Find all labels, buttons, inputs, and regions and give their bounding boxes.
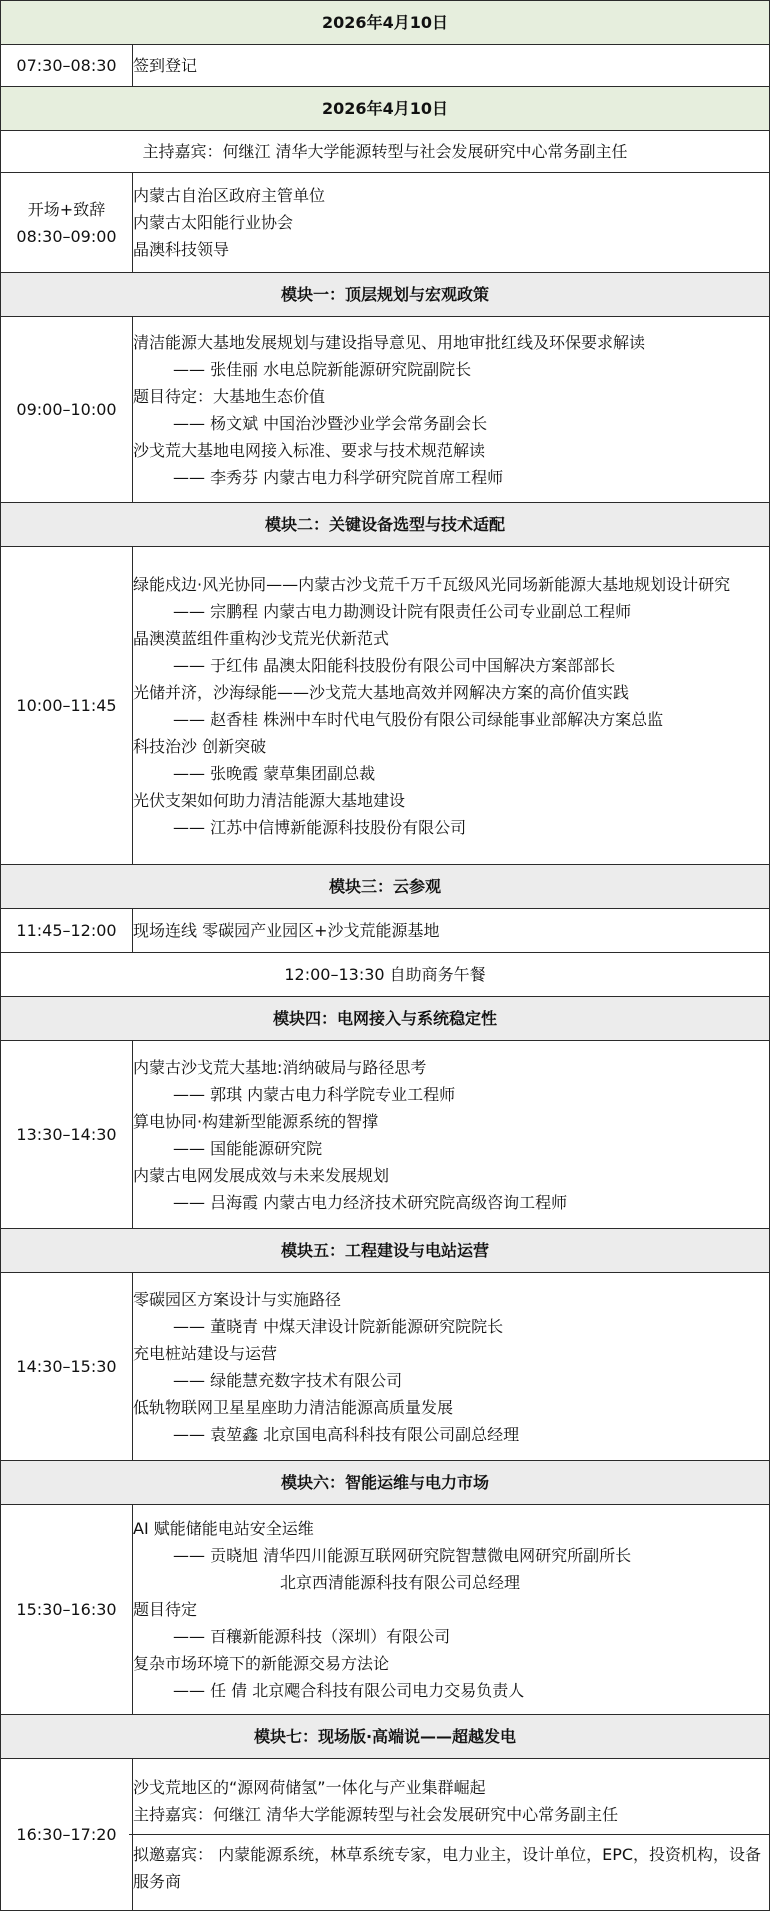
lunch-row (1, 953, 770, 997)
module-heading: 模块二：关键设备选型与技术适配 (1, 503, 770, 547)
talk-title: 零碳园区方案设计与实施路径 (133, 1289, 342, 1309)
talk-title: 充电桩站建设与运营 (133, 1343, 278, 1363)
lunch-line: 12:00–13:30 自助商务午餐 (1, 953, 770, 997)
talk-title: 内蒙古电网发展成效与未来发展规划 (133, 1165, 390, 1185)
divider (129, 1834, 770, 1835)
module-row (1, 503, 770, 547)
host-row (1, 131, 770, 173)
module-heading: 模块五：工程建设与电站运营 (1, 1229, 770, 1273)
schedule-row (1, 45, 770, 87)
speaker-line: —— 李秀芬 内蒙古电力科学研究院首席工程师 (173, 467, 504, 487)
speaker-line: —— 董晓青 中煤天津设计院新能源研究院院长 (173, 1316, 504, 1336)
date-row (1, 87, 770, 131)
module-row (1, 865, 770, 909)
schedule-row (1, 909, 770, 953)
date-row (1, 1, 770, 45)
talk-title: 沙戈荒大基地电网接入标准、要求与技术规范解读 (133, 440, 486, 460)
speaker-line: —— 于红伟 晶澳太阳能科技股份有限公司中国解决方案部部长 (173, 655, 616, 675)
module-heading: 模块一：顶层规划与宏观政策 (1, 273, 770, 317)
speaker-line: 北京西清能源科技有限公司总经理 (280, 1573, 521, 1592)
talk-title: 沙戈荒地区的“源网荷储氢”一体化与产业集群崛起 (133, 1778, 486, 1797)
speaker-line: —— 杨文斌 中国治沙暨沙业学会常务副会长 (173, 413, 488, 433)
speaker-line: —— 吕海霞 内蒙古电力经济技术研究院高级咨询工程师 (173, 1192, 568, 1212)
talk-title: 算电协同·构建新型能源系统的智撑 (133, 1111, 379, 1131)
time-slot: 16:30–17:20 (1, 1759, 133, 1911)
session-content (133, 547, 770, 865)
session-title: 开场+致辞 (27, 199, 106, 219)
session-label: 签到登记 (133, 45, 770, 87)
time-range: 08:30–09:00 (16, 226, 117, 246)
session-content (133, 1041, 770, 1229)
module-row (1, 273, 770, 317)
talk-title: 绿能戍边·风光协同——内蒙古沙戈荒千万千瓦级风光同场新能源大基地规划设计研究 (133, 574, 731, 594)
time-slot: 10:00–11:45 (1, 547, 133, 865)
session-content (133, 1505, 770, 1715)
speaker-line: —— 贡晓旭 清华四川能源互联网研究院智慧微电网研究所副所长 (173, 1546, 632, 1565)
module-row (1, 1229, 770, 1273)
host-line: 主持嘉宾：何继江 清华大学能源转型与社会发展研究中心常务副主任 (133, 1805, 619, 1824)
schedule-row (1, 1505, 770, 1715)
schedule-row (1, 547, 770, 865)
schedule-row (1, 317, 770, 503)
host-line: 主持嘉宾：何继江 清华大学能源转型与社会发展研究中心常务副主任 (1, 131, 770, 173)
content-line: 内蒙古自治区政府主管单位 (133, 186, 326, 205)
talk-title: 科技治沙 创新突破 (133, 736, 267, 756)
talk-title: 题目待定 (133, 1600, 198, 1619)
date-heading: 2026年4月10日 (1, 1, 770, 45)
speaker-line: —— 江苏中信博新能源科技股份有限公司 (173, 817, 467, 837)
speaker-line: —— 国能能源研究院 (173, 1138, 323, 1158)
time-slot: 09:00–10:00 (1, 317, 133, 503)
module-row (1, 1715, 770, 1759)
time-slot: 07:30–08:30 (1, 45, 133, 87)
session-content (133, 173, 770, 273)
speaker-line: —— 张佳丽 水电总院新能源研究院副院长 (173, 359, 472, 379)
speaker-line: —— 袁堃鑫 北京国电高科科技有限公司副总经理 (173, 1424, 520, 1444)
talk-title: 内蒙古沙戈荒大基地:消纳破局与路径思考 (133, 1057, 427, 1077)
session-label: 现场连线 零碳园产业园区+沙戈荒能源基地 (133, 909, 770, 953)
time-slot (1, 173, 133, 273)
talk-title: 复杂市场环境下的新能源交易方法论 (133, 1654, 390, 1673)
talk-title: 晶澳漠蓝组件重构沙戈荒光伏新范式 (133, 628, 390, 648)
talk-title: 低轨物联网卫星星座助力清洁能源高质量发展 (133, 1397, 454, 1417)
module-heading: 模块四：电网接入与系统稳定性 (1, 997, 770, 1041)
schedule-row (1, 1041, 770, 1229)
time-slot: 15:30–16:30 (1, 1505, 133, 1715)
speaker-line: —— 绿能慧充数字技术有限公司 (173, 1370, 403, 1390)
talk-title: 清洁能源大基地发展规划与建设指导意见、用地审批红线及环保要求解读 (133, 332, 646, 352)
time-slot: 13:30–14:30 (1, 1041, 133, 1229)
talk-title: 光储并济，沙海绿能——沙戈荒大基地高效并网解决方案的高价值实践 (133, 682, 630, 702)
module-row (1, 1461, 770, 1505)
schedule-row (1, 1273, 770, 1461)
module-heading: 模块六：智能运维与电力市场 (1, 1461, 770, 1505)
module-row (1, 997, 770, 1041)
session-content (133, 1273, 770, 1461)
speaker-line: —— 宗鹏程 内蒙古电力勘测设计院有限责任公司专业副总工程师 (173, 601, 632, 621)
talk-title: 光伏支架如何助力清洁能源大基地建设 (133, 790, 406, 810)
guest-list: 拟邀嘉宾： 内蒙能源系统，林草系统专家，电力业主，设计单位，EPC，投资机构，设备服务商 (133, 1845, 762, 1891)
session-content (133, 1759, 770, 1911)
schedule-row (1, 1759, 770, 1911)
speaker-line: —— 张晚霞 蒙草集团副总裁 (173, 763, 376, 783)
speaker-line: —— 赵香桂 株洲中车时代电气股份有限公司绿能事业部解决方案总监 (173, 709, 664, 729)
content-line: 晶澳科技领导 (133, 240, 230, 259)
talk-title: AI 赋能储能电站安全运维 (133, 1519, 314, 1538)
session-content (133, 317, 770, 503)
time-slot: 14:30–15:30 (1, 1273, 133, 1461)
module-heading: 模块七：现场版·高端说——超越发电 (1, 1715, 770, 1759)
content-line: 内蒙古太阳能行业协会 (133, 213, 294, 232)
time-slot: 11:45–12:00 (1, 909, 133, 953)
speaker-line: —— 任 倩 北京飔合科技有限公司电力交易负责人 (173, 1681, 525, 1700)
schedule-row (1, 173, 770, 273)
speaker-line: —— 郭琪 内蒙古电力科学院专业工程师 (173, 1084, 456, 1104)
talk-title: 题目待定：大基地生态价值 (133, 386, 326, 406)
module-heading: 模块三：云参观 (1, 865, 770, 909)
date-heading: 2026年4月10日 (1, 87, 770, 131)
speaker-line: —— 百穰新能源科技（深圳）有限公司 (173, 1627, 451, 1646)
